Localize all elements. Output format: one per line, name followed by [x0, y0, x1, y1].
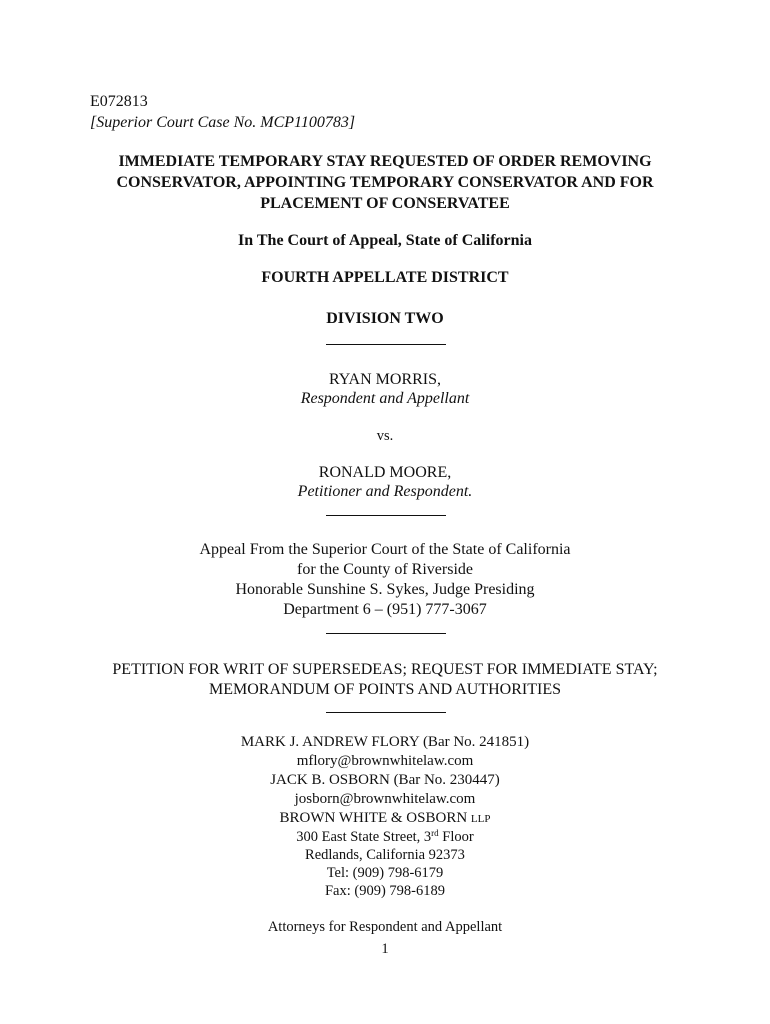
- attorney-2-name: JACK B. OSBORN (Bar No. 230447): [270, 772, 500, 788]
- street-text: 300 East State Street, 3: [296, 829, 432, 845]
- firm-fax: Fax: (909) 798-6189: [324, 883, 445, 899]
- stay-request-line-1: IMMEDIATE TEMPORARY STAY REQUESTED OF ORDER REMOVING: [118, 153, 652, 170]
- appeal-from-line-1: Appeal From the Superior Court of the State of California: [199, 541, 571, 558]
- attorneys-role: Attorneys for Respondent and Appellant: [267, 919, 503, 935]
- firm-street: [0, 828, 770, 847]
- respondent-name: RONALD MOORE,: [318, 464, 452, 481]
- respondent-role: Petitioner and Respondent.: [297, 483, 473, 500]
- street-floor: Floor: [438, 829, 474, 845]
- street-ordinal: rd: [431, 828, 439, 838]
- firm-telephone: Tel: (909) 798-6179: [326, 865, 444, 881]
- separator-rule-1: [326, 344, 446, 345]
- separator-rule-3: [326, 633, 446, 634]
- petition-line-2: MEMORANDUM OF POINTS AND AUTHORITIES: [208, 681, 562, 698]
- attorney-2-email[interactable]: josborn@brownwhitelaw.com: [294, 791, 476, 807]
- firm-suffix: LLP: [470, 813, 491, 825]
- case-number: E072813: [90, 93, 148, 110]
- firm-name: [0, 809, 770, 829]
- separator-rule-4: [326, 712, 446, 713]
- firm-city: Redlands, California 92373: [305, 847, 465, 863]
- petition-line-1: PETITION FOR WRIT OF SUPERSEDEAS; REQUEST FOR IMMEDIATE STAY;: [112, 661, 658, 678]
- court-name: In The Court of Appeal, State of California: [238, 232, 532, 249]
- attorney-1-name: MARK J. ANDREW FLORY (Bar No. 241851): [240, 734, 530, 750]
- appeal-from-line-3: Honorable Sunshine S. Sykes, Judge Presiding: [235, 581, 535, 598]
- page-number: 1: [381, 941, 389, 957]
- appellant-name: RYAN MORRIS,: [328, 371, 442, 388]
- firm-name-text: BROWN WHITE & OSBORN: [279, 810, 468, 826]
- appellant-role: Respondent and Appellant: [300, 390, 470, 407]
- superior-court-case: [Superior Court Case No. MCP1100783]: [90, 114, 356, 131]
- appeal-from-line-2: for the County of Riverside: [297, 561, 473, 578]
- separator-rule-2: [326, 515, 446, 516]
- attorney-1-email[interactable]: mflory@brownwhitelaw.com: [296, 753, 474, 769]
- appellate-district: FOURTH APPELLATE DISTRICT: [261, 269, 509, 286]
- versus: vs.: [376, 428, 394, 444]
- appeal-from-line-4: Department 6 – (951) 777-3067: [283, 601, 487, 618]
- stay-request-line-2: CONSERVATOR, APPOINTING TEMPORARY CONSERVATOR AND FOR: [116, 174, 654, 191]
- division: DIVISION TWO: [326, 310, 444, 327]
- stay-request-line-3: PLACEMENT OF CONSERVATEE: [260, 195, 510, 212]
